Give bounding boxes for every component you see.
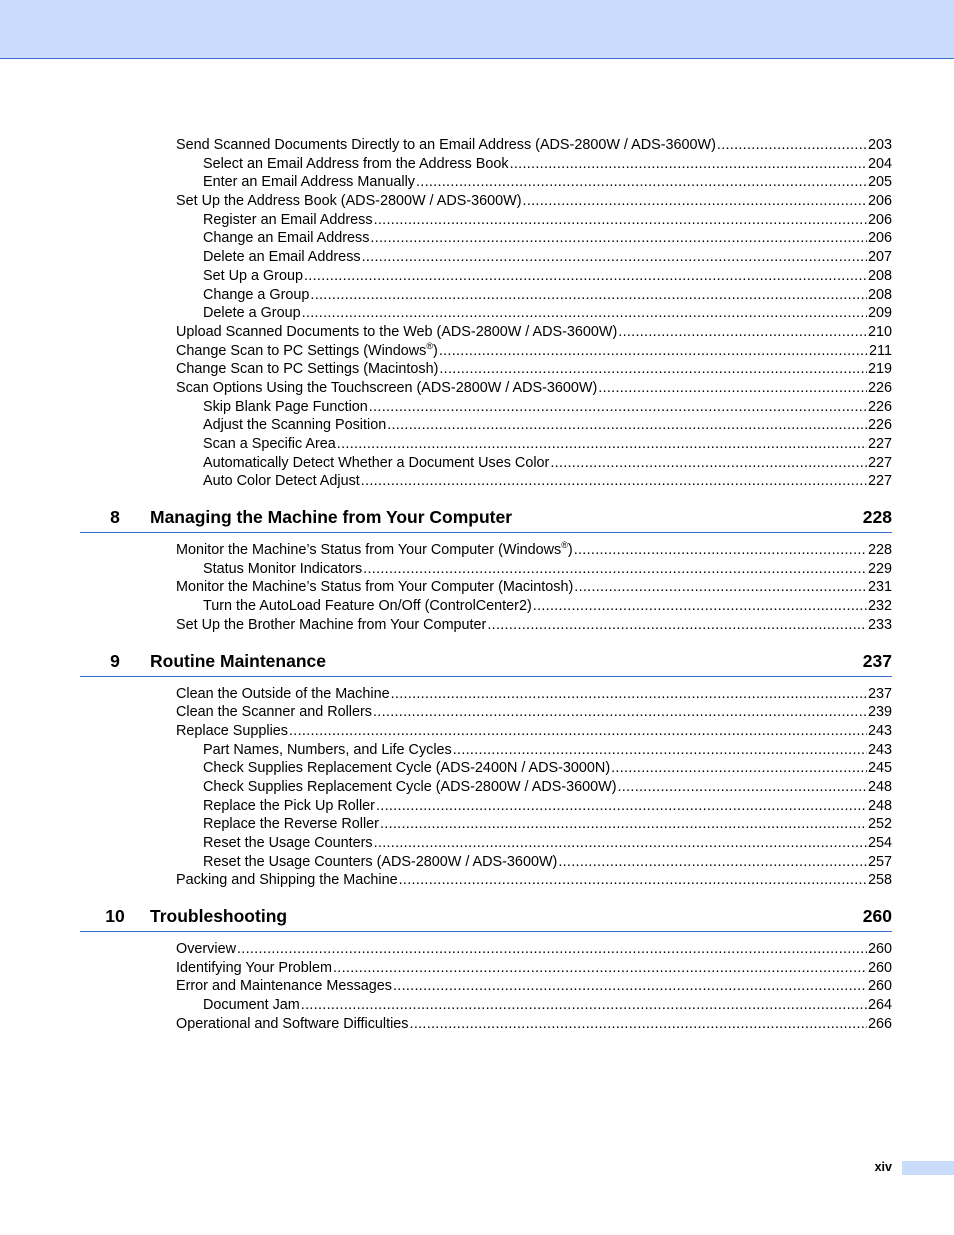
page-number: xiv [874, 1160, 892, 1174]
dot-leader [523, 192, 867, 211]
dot-leader [333, 959, 867, 978]
toc-entry-page: 233 [867, 616, 892, 633]
toc-entry-text: Check Supplies Replacement Cycle (ADS-2800W / ADS-3600W) [203, 778, 617, 795]
dot-leader [362, 248, 867, 267]
toc-entry-title [176, 192, 522, 211]
toc-entry-text: Reset the Usage Counters (ADS-2800W / ADS-3600W) [203, 853, 558, 870]
registered-mark: ® [426, 340, 434, 351]
toc-entry-page: 203 [867, 137, 892, 153]
toc-entry-page: 208 [867, 267, 892, 284]
toc-entry-title [176, 323, 617, 342]
toc-entry-title [176, 959, 332, 978]
toc-entry[interactable] [0, 703, 954, 722]
toc-entry-page: 260 [867, 978, 892, 995]
toc-entry[interactable] [0, 267, 954, 286]
toc-entry[interactable] [0, 560, 954, 579]
toc-entry-page: 206 [867, 211, 892, 228]
toc-entry-text: Delete a Group [203, 305, 301, 322]
dot-leader [399, 871, 867, 890]
dot-leader [510, 155, 867, 174]
toc-entry[interactable] [0, 155, 954, 174]
toc-entry-text: Clean the Scanner and Rollers [176, 704, 372, 721]
toc-entry-page: 266 [867, 1015, 892, 1032]
toc-entry[interactable] [0, 759, 954, 778]
toc-entry-text: Set Up the Address Book (ADS-2800W / ADS-3600W) [176, 193, 522, 210]
toc-entry[interactable] [0, 597, 954, 616]
dot-leader [439, 342, 868, 361]
toc-entry-text: Skip Blank Page Function [203, 398, 368, 415]
toc-entry-text: Packing and Shipping the Machine [176, 872, 398, 889]
toc-entry-title [203, 834, 373, 853]
toc-entry-title [176, 703, 372, 722]
toc-entry-text: Replace the Reverse Roller [203, 816, 379, 833]
dot-leader [310, 286, 867, 305]
toc-entry-text: Scan a Specific Area [203, 436, 336, 452]
toc-entry-page: 260 [867, 959, 892, 976]
toc-entry[interactable] [0, 940, 954, 959]
toc-entry-page: 229 [867, 560, 892, 577]
dot-leader [369, 398, 867, 417]
toc-entry-title [176, 578, 573, 597]
toc-entry[interactable] [0, 541, 954, 560]
toc-entry[interactable] [0, 416, 954, 435]
toc-entry[interactable] [0, 1015, 954, 1034]
toc-entry-text: Replace the Pick Up Roller [203, 797, 375, 814]
toc-entry-title [176, 685, 390, 704]
toc-entry-title [203, 996, 300, 1015]
toc-entry-title [176, 616, 486, 635]
toc-entry-text: Register an Email Address [203, 211, 373, 228]
toc-entry-title [203, 815, 379, 834]
toc-entry[interactable] [0, 173, 954, 192]
toc-entry-page: 264 [867, 997, 892, 1014]
toc-entry-title [203, 416, 386, 435]
toc-entry[interactable] [0, 286, 954, 305]
toc-entry-page: 248 [867, 778, 892, 795]
toc-entry-page: 204 [867, 155, 892, 172]
header-band [0, 0, 954, 59]
toc-entry[interactable] [0, 248, 954, 267]
chapter-number: 8 [110, 507, 120, 528]
toc-entry[interactable] [0, 797, 954, 816]
toc-entry-title [203, 173, 415, 192]
toc-entry-text: Delete an Email Address [203, 249, 361, 266]
toc-entry-page: 237 [867, 685, 892, 702]
chapter-page: 260 [862, 906, 892, 927]
dot-leader [373, 703, 867, 722]
toc-entry[interactable] [0, 834, 954, 853]
toc-entry-page: 232 [867, 598, 892, 615]
toc-entry-title [176, 379, 597, 398]
toc-entry-title [203, 560, 362, 579]
dot-leader [289, 722, 867, 741]
toc-entry-page: 227 [867, 454, 892, 471]
dot-leader [304, 267, 867, 286]
toc-entry-page: 206 [867, 193, 892, 210]
toc-entry-title [203, 597, 532, 616]
toc-entry-text: Change an Email Address [203, 230, 370, 247]
dot-leader [717, 136, 867, 155]
toc-entry-text: Identifying Your Problem [176, 959, 332, 976]
toc-entry-text-suffix: ) [567, 542, 573, 559]
chapter-title: Managing the Machine from Your Computer [150, 507, 513, 528]
toc-entry[interactable] [0, 815, 954, 834]
dot-leader [393, 977, 867, 996]
toc-entry[interactable] [0, 342, 954, 361]
registered-mark: ® [561, 540, 568, 551]
dot-leader [363, 560, 867, 579]
toc-entry-page: 260 [867, 941, 892, 958]
toc-entry-text: Scan Options Using the Touchscreen (ADS-2800W / ADS-3600W) [176, 379, 598, 396]
toc-entry-text: Operational and Software Difficulties [176, 1015, 409, 1032]
toc-entry-title [203, 304, 301, 323]
dot-leader [533, 597, 867, 616]
toc-entry[interactable] [0, 323, 954, 342]
toc-entry-title [203, 778, 617, 797]
dot-leader [374, 211, 867, 230]
dot-leader [370, 229, 867, 248]
toc-entry-page: 231 [867, 579, 892, 596]
toc-entry-text: Change Scan to PC Settings (Windows [176, 342, 427, 359]
toc-entry[interactable] [0, 685, 954, 704]
toc-entry-title [203, 454, 549, 473]
toc-entry-text: Replace Supplies [176, 722, 288, 739]
toc-entry-page: 228 [867, 542, 892, 559]
toc-entry-page: 226 [867, 398, 892, 415]
toc-entry-text: Send Scanned Documents Directly to an Email Address (ADS-2800W / ADS-3600W) [176, 137, 716, 153]
chapter-number: 10 [105, 906, 125, 927]
toc-entry-page: 245 [867, 760, 892, 777]
toc-entry-text: Change Scan to PC Settings (Macintosh) [176, 361, 439, 378]
toc-entry[interactable] [0, 977, 954, 996]
toc-entry-text: Upload Scanned Documents to the Web (ADS-2800W / ADS-3600W) [176, 323, 618, 340]
toc-entry-title [203, 398, 368, 417]
toc-entry-text: Automatically Detect Whether a Document Uses Color [203, 454, 550, 471]
toc-entry-title [203, 759, 610, 778]
toc-entry[interactable] [0, 472, 954, 491]
toc-entry[interactable] [0, 722, 954, 741]
toc-entry-page: 211 [869, 342, 892, 359]
toc-entry-title [176, 360, 438, 379]
toc-entry-text: Select an Email Address from the Address Book [203, 155, 509, 172]
toc-entry-page: 209 [867, 305, 892, 322]
toc-entry-title [176, 342, 438, 361]
toc-entry-page: 257 [867, 853, 892, 870]
toc-entry-page: 239 [867, 704, 892, 721]
dot-leader [416, 173, 867, 192]
dot-leader [611, 759, 867, 778]
chapter-heading[interactable] [80, 503, 892, 533]
toc-entry[interactable] [0, 435, 954, 454]
dot-leader [380, 815, 867, 834]
dot-leader [574, 541, 867, 560]
toc-entry[interactable] [0, 741, 954, 760]
toc-entry-title [176, 977, 392, 996]
toc-entry-title [203, 797, 375, 816]
dot-leader [598, 379, 867, 398]
toc-entry-page: 227 [867, 473, 892, 490]
toc-entry-text: Status Monitor Indicators [203, 560, 363, 577]
toc-entry-title [203, 211, 373, 230]
toc-entry[interactable] [0, 616, 954, 635]
toc-entry-text: Monitor the Machine’s Status from Your Computer (Macintosh) [176, 579, 574, 596]
toc-entry-text: Set Up the Brother Machine from Your Computer [176, 616, 487, 633]
toc-entry-page: 226 [867, 417, 892, 434]
toc-entry[interactable] [0, 853, 954, 872]
toc-entry-text: Overview [176, 941, 236, 958]
toc-entry[interactable] [0, 379, 954, 398]
chapter-page: 228 [862, 507, 892, 528]
toc-entry-page: 254 [867, 835, 892, 851]
toc-entry-page: 205 [867, 174, 892, 191]
toc-entry-page: 243 [867, 741, 892, 758]
dot-leader [374, 834, 867, 853]
dot-leader [302, 304, 867, 323]
dot-leader [361, 472, 867, 491]
toc-entry-page: 226 [867, 379, 892, 396]
toc-entry-title [203, 472, 360, 491]
toc-entry-title [203, 741, 452, 760]
dot-leader [453, 741, 867, 760]
dot-leader [301, 996, 867, 1015]
dot-leader [558, 853, 867, 872]
toc-entry[interactable] [0, 778, 954, 797]
toc-entry-page: 219 [867, 361, 892, 378]
toc-entry-text: Check Supplies Replacement Cycle (ADS-2400N / ADS-3000N) [203, 760, 611, 777]
toc-entry-text: Part Names, Numbers, and Life Cycles [203, 741, 452, 758]
toc-entry-page: 243 [867, 722, 892, 739]
toc-entry-title [203, 155, 509, 174]
toc-entry-text: Auto Color Detect Adjust [203, 473, 360, 490]
toc-entry-title [203, 286, 309, 305]
toc-entry[interactable] [0, 959, 954, 978]
dot-leader [410, 1015, 867, 1034]
footer-band [902, 1161, 954, 1175]
toc-entry[interactable] [0, 229, 954, 248]
dot-leader [439, 360, 867, 379]
toc-entry-text: Set Up a Group [203, 267, 303, 284]
toc-entry-page: 252 [867, 816, 892, 833]
chapter-title: Troubleshooting [150, 906, 288, 927]
toc-entry-text: Clean the Outside of the Machine [176, 685, 390, 702]
toc-entry-page: 210 [867, 323, 892, 340]
dot-leader [618, 323, 867, 342]
table-of-contents [0, 136, 954, 1034]
toc-entry-page: 258 [867, 872, 892, 889]
dot-leader [387, 416, 867, 435]
toc-entry-title [176, 1015, 409, 1034]
toc-entry-page: 248 [867, 797, 892, 814]
dot-leader [574, 578, 867, 597]
toc-entry-page: 207 [867, 249, 892, 266]
dot-leader [337, 435, 867, 454]
toc-entry-title [176, 136, 716, 155]
toc-entry-text: Reset the Usage Counters [203, 835, 373, 851]
toc-entry[interactable] [0, 136, 954, 155]
toc-entry-title [203, 853, 557, 872]
toc-entry-title [203, 435, 336, 454]
toc-entry-text: Adjust the Scanning Position [203, 417, 387, 434]
toc-entry-text: Document Jam [203, 997, 300, 1014]
toc-entry-title [176, 722, 288, 741]
toc-entry-text: Monitor the Machine’s Status from Your Computer (Windows [176, 542, 562, 559]
toc-entry-title [203, 229, 369, 248]
toc-entry-text: Enter an Email Address Manually [203, 174, 415, 191]
toc-entry-text: Change a Group [203, 286, 310, 303]
toc-entry-title [176, 541, 573, 560]
toc-entry[interactable] [0, 304, 954, 323]
toc-entry[interactable] [0, 454, 954, 473]
chapter-heading[interactable] [80, 902, 892, 932]
toc-entry-title [203, 267, 303, 286]
toc-entry-page: 206 [867, 230, 892, 247]
toc-entry-page: 227 [867, 436, 892, 452]
toc-entry[interactable] [0, 871, 954, 890]
dot-leader [487, 616, 867, 635]
chapter-heading[interactable] [80, 647, 892, 677]
toc-entry-title [176, 940, 236, 959]
chapter-number: 9 [110, 650, 120, 671]
toc-entry-text: Turn the AutoLoad Feature On/Off (ControlCenter2) [203, 598, 532, 615]
dot-leader [618, 778, 867, 797]
toc-entry[interactable] [0, 360, 954, 379]
toc-entry-page: 208 [867, 286, 892, 303]
toc-entry[interactable] [0, 398, 954, 417]
dot-leader [550, 454, 867, 473]
toc-entry-title [176, 871, 398, 890]
dot-leader [391, 685, 867, 704]
chapter-title: Routine Maintenance [150, 650, 326, 671]
dot-leader [376, 797, 867, 816]
toc-entry[interactable] [0, 192, 954, 211]
toc-entry[interactable] [0, 578, 954, 597]
toc-entry-title [203, 248, 361, 267]
toc-entry[interactable] [0, 211, 954, 230]
toc-entry-text: Error and Maintenance Messages [176, 978, 392, 995]
dot-leader [237, 940, 867, 959]
toc-entry-text-suffix: ) [433, 342, 438, 359]
toc-entry[interactable] [0, 996, 954, 1015]
chapter-page: 237 [862, 650, 892, 671]
